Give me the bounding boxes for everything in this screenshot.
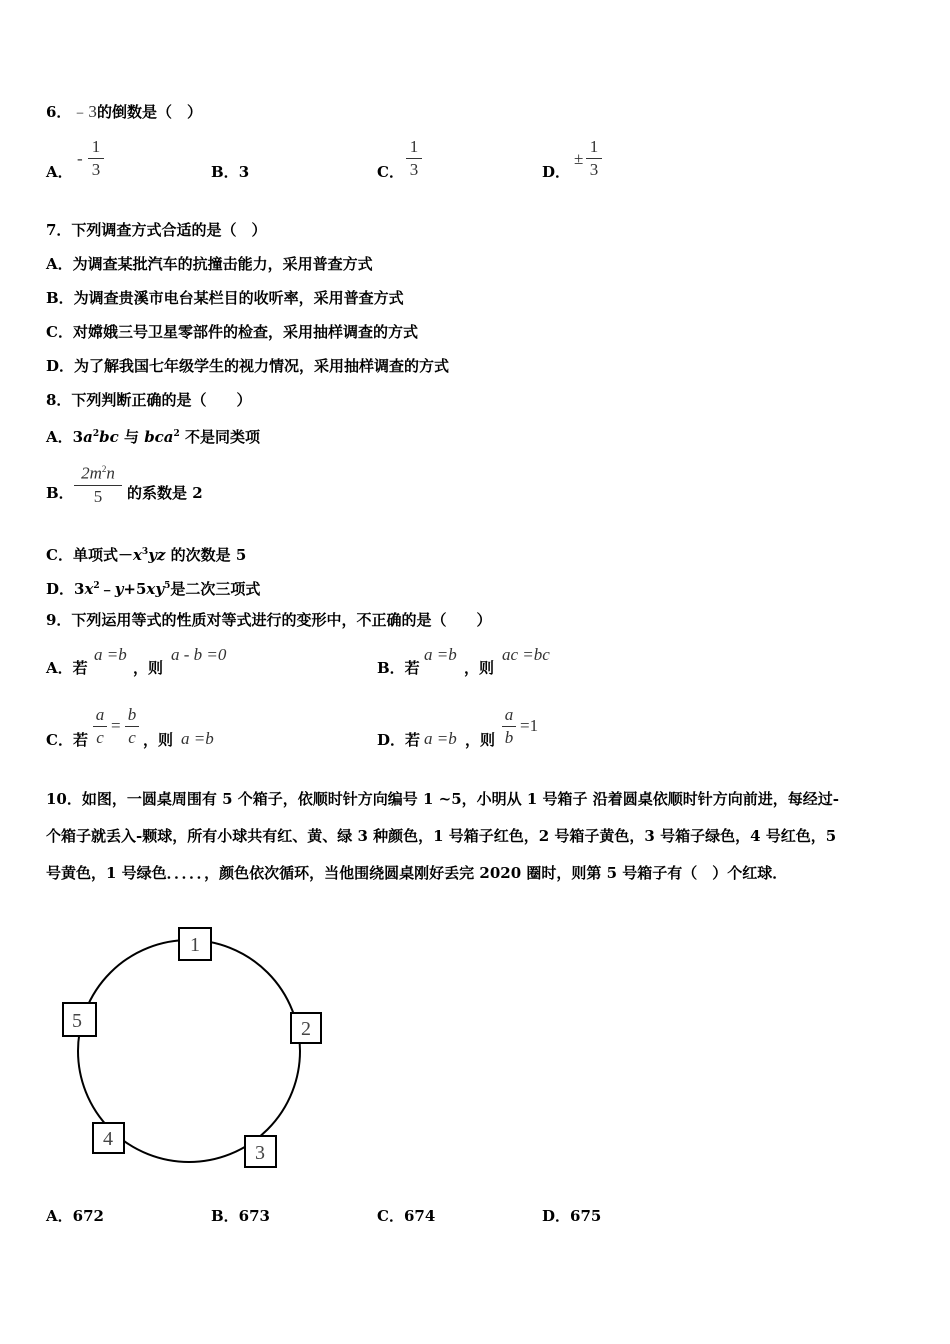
- q7-option-a[interactable]: A．为调查某批汽车的抗撞击能力，采用普查方式: [46, 255, 373, 273]
- q9-option-c-result: a =b: [181, 729, 214, 748]
- q6-option-b[interactable]: B．3: [211, 163, 250, 181]
- q9-option-d-fraction: a b: [502, 706, 516, 747]
- q9-option-c-then: ，则: [143, 731, 174, 749]
- q7-option-b[interactable]: B．为调查贵溪市电台某栏目的收听率，采用普查方式: [46, 289, 404, 307]
- q7-option-d[interactable]: D．为了解我国七年级学生的视力情况，采用抽样调查的方式: [46, 357, 450, 375]
- box-3: [245, 1136, 276, 1167]
- q10-stem-line-1: 10．如图，一圆桌周围有 5 个箱子，依顺时针方向编号 1 ~5，小明从 1 号箱子 沿着圆桌依顺时针方向前进，每经过-: [46, 790, 839, 808]
- q9-option-a-then: ，则: [133, 659, 164, 677]
- q8-option-d[interactable]: D．$3x^2﹣y+5xy^5$是二次三项式: [46, 580, 261, 598]
- q10-option-d[interactable]: D．675: [542, 1207, 602, 1225]
- q8-option-b-fraction: $2m^2n$ 5: [74, 460, 122, 506]
- box-4: [93, 1123, 124, 1153]
- q8-option-c[interactable]: C．单项式$-x^3yz$ 的次数是 5: [46, 546, 247, 564]
- q9-option-d-label[interactable]: D．若: [377, 731, 421, 749]
- q9-option-c-equals: =: [111, 716, 121, 735]
- q8-stem: 8．下列判断正确的是（ ）: [46, 391, 252, 409]
- q9-stem: 9．下列运用等式的性质对等式进行的变形中，不正确的是（ ）: [46, 611, 492, 629]
- q6-option-d-sign: ±: [574, 149, 584, 168]
- q9-option-d-then: ，则: [465, 731, 496, 749]
- q6-option-c-fraction: 1 3: [406, 138, 422, 179]
- box-3-label: 3: [255, 1142, 265, 1164]
- q9-option-b-label[interactable]: B．若: [377, 659, 420, 677]
- q9-option-d-condition: a =b: [424, 729, 457, 748]
- q9-option-c-fraction-right: b c: [125, 706, 139, 747]
- q6-option-d-label[interactable]: D．: [542, 163, 571, 181]
- q9-option-d-result: =1: [520, 716, 539, 735]
- q9-option-a-label[interactable]: A．若: [46, 659, 88, 677]
- q8-option-a[interactable]: A．$3a^2bc$ 与 bca$^2$ 不是同类项: [46, 428, 261, 446]
- q10-option-a[interactable]: A．672: [46, 1207, 104, 1225]
- q10-stem-line-2: 个箱子就丢入-颗球，所有小球共有红、黄、绿 3 种颜色，1 号箱子红色，2 号箱子黄色，3 号箱子绿色，4 号红色，5: [46, 827, 837, 845]
- q6-option-a-fraction: 1 3: [88, 138, 104, 179]
- round-table-diagram: [55, 918, 335, 1178]
- box-5: [63, 1003, 96, 1036]
- q6-value: ﹣3: [71, 102, 97, 121]
- q8-option-b-text: 的系数是 2: [127, 484, 203, 502]
- box-5-label: 5: [72, 1010, 82, 1032]
- q9-option-c-label[interactable]: C．若: [46, 731, 88, 749]
- q9-option-b-condition: a =b: [424, 645, 457, 664]
- q9-option-b-result: ac =bc: [502, 645, 550, 664]
- q7-stem: 7．下列调查方式合适的是（ ）: [46, 221, 267, 239]
- q6-option-a-sign: -: [77, 149, 83, 168]
- box-2: [291, 1013, 321, 1043]
- box-4-label: 4: [103, 1128, 113, 1150]
- box-1-label: 1: [190, 934, 200, 956]
- box-1: [179, 928, 211, 960]
- q6-option-a-label[interactable]: A．: [46, 163, 73, 181]
- q9-option-b-then: ，则: [464, 659, 495, 677]
- q9-option-a-result: a - b =0: [171, 645, 227, 664]
- q10-option-c[interactable]: C．674: [377, 1207, 436, 1225]
- q10-stem-line-3: 号黄色，1 号绿色．．．．．，颜色依次循环，当他围绕圆桌刚好丢完 2020 圈时，则第 5 号箱子有（ ）个红球．: [46, 864, 788, 882]
- q6-option-d-fraction: 1 3: [586, 138, 602, 179]
- q6-stem: [46, 102, 202, 122]
- q6-option-c-label[interactable]: C．: [377, 163, 404, 181]
- q6-number: 6．: [46, 103, 72, 121]
- q9-option-a-condition: a =b: [94, 645, 127, 664]
- q6-text: 的倒数是（ ）: [96, 103, 202, 121]
- q8-option-b-label[interactable]: B．: [46, 484, 74, 502]
- q10-option-b[interactable]: B．673: [211, 1207, 270, 1225]
- q9-option-c-fraction-left: a c: [93, 706, 107, 747]
- box-2-label: 2: [301, 1018, 311, 1040]
- q7-option-c[interactable]: C．对嫦娥三号卫星零部件的检查，采用抽样调查的方式: [46, 323, 418, 341]
